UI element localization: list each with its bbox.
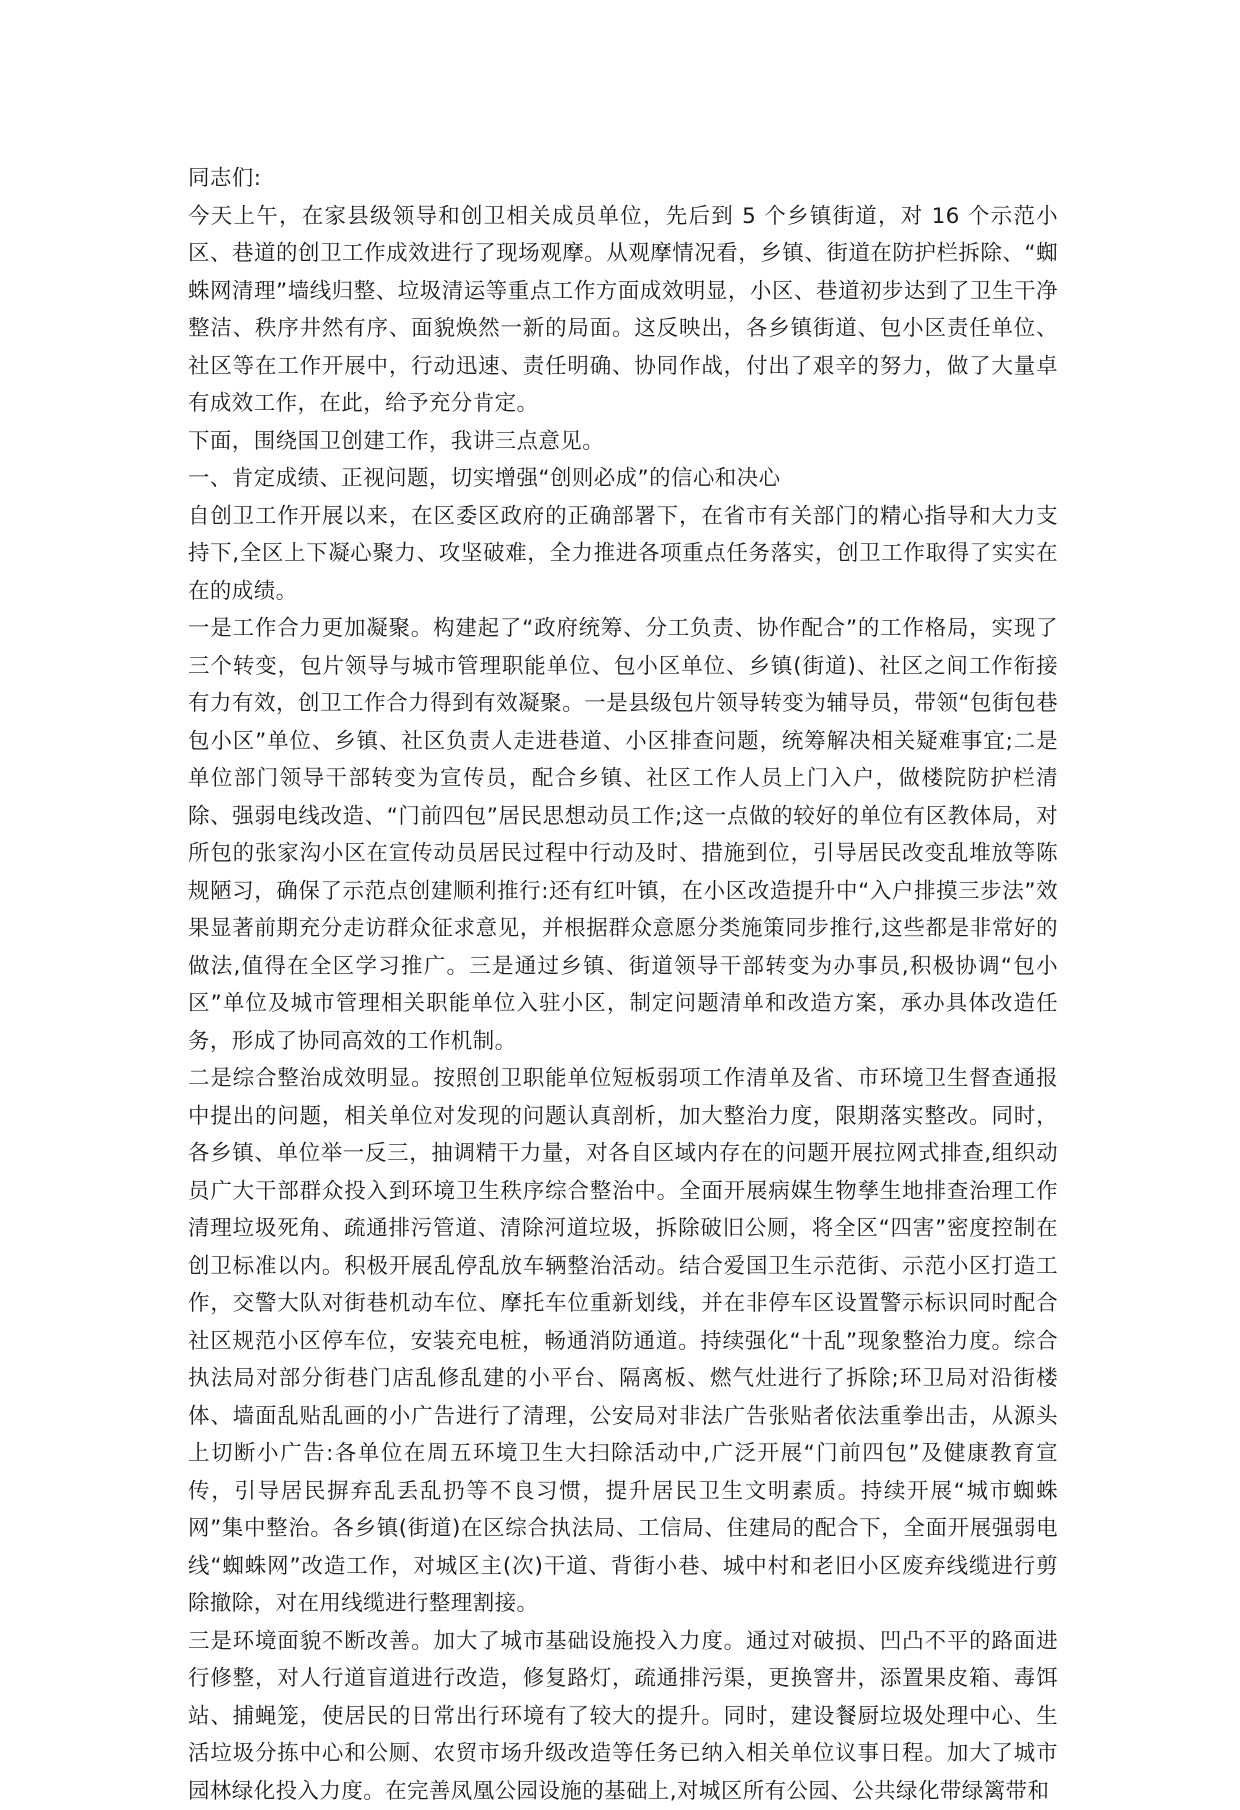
salutation: 同志们: [188,160,1058,198]
section-heading-1: 一、肯定成绩、正视问题，切实增强“创则必成”的信心和决心 [188,460,1058,498]
intro-paragraph: 今天上午，在家县级领导和创卫相关成员单位，先后到 5 个乡镇街道，对 16 个示范小区、巷道的创卫工作成效进行了现场观摩。从观摩情况看，乡镇、街道在防护栏拆除、“蜘蛛网清理”墙线归整、垃圾清运等重点工作方面成效明显，小区、巷道初步达到了卫生干净整洁、秩序井然有序、面貌焕然一新的局面。这反映出，各乡镇街道、包小区责任单位、社区等在工作开展中，行动迅速、责任明确、协同作战，付出了艰辛的努力，做了大量卓有成效工作，在此，给予充分肯定。 [188,198,1058,423]
point-1-paragraph: 一是工作合力更加凝聚。构建起了“政府统筹、分工负责、协作配合”的工作格局，实现了三个转变，包片领导与城市管理职能单位、包小区单位、乡镇(街道)、社区之间工作衔接有力有效，创卫工作合力得到有效凝聚。一是县级包片领导转变为辅导员，带领“包街包巷包小区”单位、乡镇、社区负责人走进巷道、小区排查问题，统筹解决相关疑难事宜;二是单位部门领导干部转变为宣传员，配合乡镇、社区工作人员上门入户，做楼院防护栏清除、强弱电线改造、“门前四包”居民思想动员工作;这一点做的较好的单位有区教体局，对所包的张家沟小区在宣传动员居民过程中行动及时、措施到位，引导居民改变乱堆放等陈规陋习，确保了示范点创建顺利推行:还有红叶镇，在小区改造提升中“入户排摸三步法”效果显著前期充分走访群众征求意见，并根据群众意愿分类施策同步推行,这些都是非常好的做法,值得在全区学习推广。三是通过乡镇、街道领导干部转变为办事员,积极协调“包小区”单位及城市管理相关职能单位入驻小区，制定问题清单和改造方案，承办具体改造任务，形成了协同高效的工作机制。 [188,610,1058,1060]
section-1-paragraph: 自创卫工作开展以来，在区委区政府的正确部署下，在省市有关部门的精心指导和大力支持下,全区上下凝心聚力、攻坚破难，全力推进各项重点任务落实，创卫工作取得了实实在在的成绩。 [188,498,1058,611]
point-3-paragraph: 三是环境面貌不断改善。加大了城市基础设施投入力度。通过对破损、凹凸不平的路面进行修整，对人行道盲道进行改造，修复路灯，疏通排污渠，更换窨井，添置果皮箱、毒饵站、捕蝇笼，使居民的日常出行环境有了较大的提升。同时，建设餐厨垃圾处理中心、生活垃圾分拣中心和公厕、农贸市场升级改造等任务已纳入相关单位议事日程。加大了城市园林绿化投入力度。在完善凤凰公园设施的基础上,对城区所有公园、公共绿化带绿篱带和 [188,1623,1058,1810]
transition-paragraph: 下面，围绕国卫创建工作，我讲三点意见。 [188,423,1058,461]
document-page [188,160,1058,1810]
point-2-paragraph: 二是综合整治成效明显。按照创卫职能单位短板弱项工作清单及省、市环境卫生督查通报中提出的问题，相关单位对发现的问题认真剖析，加大整治力度，限期落实整改。同时，各乡镇、单位举一反三，抽调精干力量，对各自区域内存在的问题开展拉网式排查,组织动员广大干部群众投入到环境卫生秩序综合整治中。全面开展病媒生物孳生地排查治理工作清理垃圾死角、疏通排污管道、清除河道垃圾，拆除破旧公厕，将全区“四害”密度控制在创卫标准以内。积极开展乱停乱放车辆整治活动。结合爱国卫生示范街、示范小区打造工作，交警大队对街巷机动车位、摩托车位重新划线，并在非停车区设置警示标识同时配合社区规范小区停车位，安装充电桩，畅通消防通道。持续强化“十乱”现象整治力度。综合执法局对部分街巷门店乱修乱建的小平台、隔离板、燃气灶进行了拆除;环卫局对沿街楼体、墙面乱贴乱画的小广告进行了清理，公安局对非法广告张贴者依法重拳出击，从源头上切断小广告:各单位在周五环境卫生大扫除活动中,广泛开展“门前四包”及健康教育宣传，引导居民摒弃乱丢乱扔等不良习惯，提升居民卫生文明素质。持续开展“城市蜘蛛网”集中整治。各乡镇(街道)在区综合执法局、工信局、住建局的配合下，全面开展强弱电线“蜘蛛网”改造工作，对城区主(次)干道、背街小巷、城中村和老旧小区废弃线缆进行剪除撤除，对在用线缆进行整理割接。 [188,1060,1058,1623]
